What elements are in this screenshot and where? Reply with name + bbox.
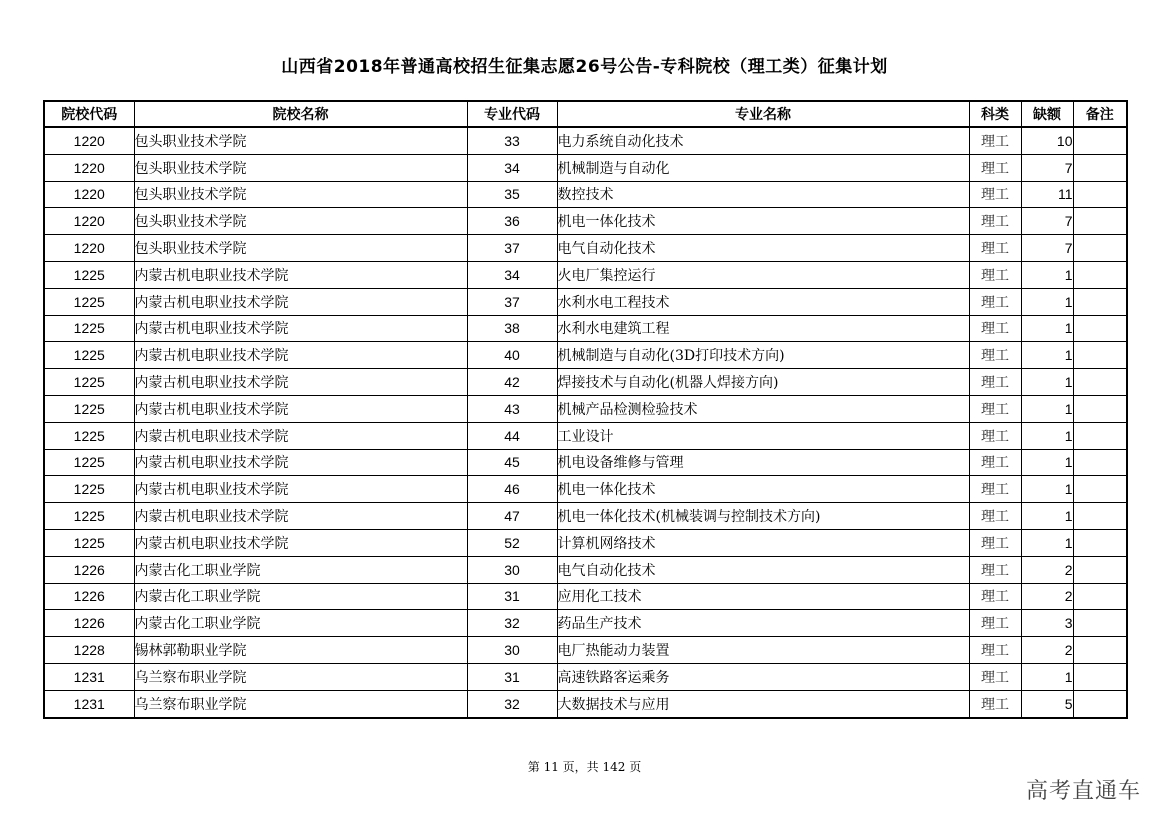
- cell-quota: 7: [1021, 208, 1073, 235]
- cell-note: [1073, 315, 1127, 342]
- cell-note: [1073, 261, 1127, 288]
- cell-note: [1073, 610, 1127, 637]
- cell-school-code: 1225: [44, 422, 134, 449]
- cell-school-code: 1225: [44, 315, 134, 342]
- cell-major-code: 32: [467, 690, 557, 717]
- cell-school-name: 包头职业技术学院: [134, 181, 467, 208]
- cell-school-code: 1228: [44, 637, 134, 664]
- cell-school-name: 包头职业技术学院: [134, 127, 467, 154]
- cell-category: 理工: [969, 503, 1021, 530]
- cell-school-name: 内蒙古机电职业技术学院: [134, 342, 467, 369]
- cell-major-name: 电力系统自动化技术: [557, 127, 969, 154]
- cell-major-code: 45: [467, 449, 557, 476]
- cell-note: [1073, 154, 1127, 181]
- cell-major-name: 机械制造与自动化(3D打印技术方向): [557, 342, 969, 369]
- cell-quota: 1: [1021, 476, 1073, 503]
- table-row: [44, 181, 1127, 208]
- table-row: [44, 154, 1127, 181]
- cell-category: 理工: [969, 208, 1021, 235]
- cell-major-code: 36: [467, 208, 557, 235]
- cell-school-code: 1225: [44, 449, 134, 476]
- cell-category: 理工: [969, 369, 1021, 396]
- table-row: [44, 422, 1127, 449]
- table-row: [44, 529, 1127, 556]
- cell-note: [1073, 208, 1127, 235]
- cell-major-code: 40: [467, 342, 557, 369]
- cell-note: [1073, 503, 1127, 530]
- cell-quota: 1: [1021, 529, 1073, 556]
- cell-note: [1073, 288, 1127, 315]
- cell-school-code: 1220: [44, 154, 134, 181]
- cell-school-name: 乌兰察布职业学院: [134, 663, 467, 690]
- cell-category: 理工: [969, 583, 1021, 610]
- cell-quota: 1: [1021, 663, 1073, 690]
- cell-major-code: 46: [467, 476, 557, 503]
- cell-quota: 3: [1021, 610, 1073, 637]
- cell-school-code: 1220: [44, 127, 134, 154]
- table-row: [44, 449, 1127, 476]
- cell-school-name: 内蒙古机电职业技术学院: [134, 288, 467, 315]
- table-row: [44, 369, 1127, 396]
- cell-category: 理工: [969, 181, 1021, 208]
- cell-category: 理工: [969, 261, 1021, 288]
- header-major-name: 专业名称: [557, 101, 969, 127]
- cell-note: [1073, 127, 1127, 154]
- cell-major-name: 电气自动化技术: [557, 235, 969, 262]
- watermark: 高考直通车: [1025, 779, 1141, 804]
- header-school-name: 院校名称: [134, 101, 467, 127]
- table-body: [44, 127, 1127, 718]
- cell-quota: 2: [1021, 556, 1073, 583]
- cell-category: 理工: [969, 395, 1021, 422]
- cell-quota: 10: [1021, 127, 1073, 154]
- cell-major-code: 30: [467, 637, 557, 664]
- cell-school-name: 包头职业技术学院: [134, 154, 467, 181]
- cell-note: [1073, 342, 1127, 369]
- cell-note: [1073, 369, 1127, 396]
- cell-school-code: 1225: [44, 261, 134, 288]
- cell-major-name: 机电一体化技术: [557, 208, 969, 235]
- table-row: [44, 476, 1127, 503]
- cell-school-code: 1231: [44, 663, 134, 690]
- cell-major-name: 机电一体化技术(机械装调与控制技术方向): [557, 503, 969, 530]
- table-row: [44, 288, 1127, 315]
- cell-school-code: 1225: [44, 476, 134, 503]
- cell-note: [1073, 449, 1127, 476]
- cell-major-name: 机械制造与自动化: [557, 154, 969, 181]
- cell-major-code: 44: [467, 422, 557, 449]
- table-row: [44, 208, 1127, 235]
- cell-major-code: 38: [467, 315, 557, 342]
- cell-major-code: 34: [467, 261, 557, 288]
- cell-quota: 5: [1021, 690, 1073, 717]
- cell-school-name: 内蒙古机电职业技术学院: [134, 395, 467, 422]
- cell-quota: 2: [1021, 583, 1073, 610]
- table-row: [44, 127, 1127, 154]
- cell-quota: 1: [1021, 315, 1073, 342]
- cell-major-code: 34: [467, 154, 557, 181]
- header-quota: 缺额: [1021, 101, 1073, 127]
- cell-note: [1073, 637, 1127, 664]
- cell-category: 理工: [969, 315, 1021, 342]
- cell-school-name: 内蒙古机电职业技术学院: [134, 529, 467, 556]
- header-school-code: 院校代码: [44, 101, 134, 127]
- header-note: 备注: [1073, 101, 1127, 127]
- cell-major-code: 52: [467, 529, 557, 556]
- table-row: [44, 610, 1127, 637]
- cell-major-code: 35: [467, 181, 557, 208]
- cell-school-code: 1225: [44, 342, 134, 369]
- cell-category: 理工: [969, 235, 1021, 262]
- cell-school-name: 内蒙古机电职业技术学院: [134, 503, 467, 530]
- cell-major-name: 火电厂集控运行: [557, 261, 969, 288]
- page-title: 山西省2018年普通高校招生征集志愿26号公告-专科院校（理工类）征集计划: [281, 57, 888, 77]
- cell-category: 理工: [969, 449, 1021, 476]
- table-row: [44, 663, 1127, 690]
- cell-category: 理工: [969, 127, 1021, 154]
- cell-category: 理工: [969, 637, 1021, 664]
- table-row: [44, 235, 1127, 262]
- cell-major-code: 43: [467, 395, 557, 422]
- cell-quota: 1: [1021, 369, 1073, 396]
- cell-category: 理工: [969, 529, 1021, 556]
- cell-school-code: 1220: [44, 181, 134, 208]
- cell-school-code: 1226: [44, 610, 134, 637]
- cell-major-code: 31: [467, 663, 557, 690]
- cell-school-code: 1226: [44, 556, 134, 583]
- table-row: [44, 556, 1127, 583]
- cell-major-name: 机械产品检测检验技术: [557, 395, 969, 422]
- cell-major-code: 30: [467, 556, 557, 583]
- cell-quota: 1: [1021, 288, 1073, 315]
- table-row: [44, 503, 1127, 530]
- cell-category: 理工: [969, 663, 1021, 690]
- cell-major-code: 37: [467, 235, 557, 262]
- cell-major-code: 47: [467, 503, 557, 530]
- cell-major-code: 42: [467, 369, 557, 396]
- cell-school-name: 内蒙古化工职业学院: [134, 610, 467, 637]
- table-row: [44, 583, 1127, 610]
- table-row: [44, 261, 1127, 288]
- cell-school-name: 内蒙古机电职业技术学院: [134, 476, 467, 503]
- cell-major-name: 电气自动化技术: [557, 556, 969, 583]
- cell-category: 理工: [969, 154, 1021, 181]
- cell-major-name: 焊接技术与自动化(机器人焊接方向): [557, 369, 969, 396]
- cell-major-name: 应用化工技术: [557, 583, 969, 610]
- cell-quota: 1: [1021, 395, 1073, 422]
- cell-note: [1073, 690, 1127, 717]
- table-row: [44, 315, 1127, 342]
- cell-quota: 2: [1021, 637, 1073, 664]
- cell-major-name: 机电一体化技术: [557, 476, 969, 503]
- table-row: [44, 342, 1127, 369]
- cell-major-code: 31: [467, 583, 557, 610]
- cell-major-name: 大数据技术与应用: [557, 690, 969, 717]
- cell-major-code: 33: [467, 127, 557, 154]
- table-row: [44, 637, 1127, 664]
- cell-category: 理工: [969, 342, 1021, 369]
- cell-category: 理工: [969, 288, 1021, 315]
- cell-quota: 7: [1021, 235, 1073, 262]
- cell-category: 理工: [969, 610, 1021, 637]
- header-category: 科类: [969, 101, 1021, 127]
- cell-school-code: 1225: [44, 503, 134, 530]
- cell-major-name: 药品生产技术: [557, 610, 969, 637]
- table-row: [44, 395, 1127, 422]
- cell-school-code: 1220: [44, 208, 134, 235]
- cell-major-name: 电厂热能动力装置: [557, 637, 969, 664]
- cell-school-name: 包头职业技术学院: [134, 208, 467, 235]
- cell-major-name: 机电设备维修与管理: [557, 449, 969, 476]
- cell-school-code: 1220: [44, 235, 134, 262]
- cell-school-name: 乌兰察布职业学院: [134, 690, 467, 717]
- cell-category: 理工: [969, 476, 1021, 503]
- cell-category: 理工: [969, 556, 1021, 583]
- cell-school-name: 内蒙古化工职业学院: [134, 556, 467, 583]
- cell-quota: 1: [1021, 449, 1073, 476]
- cell-school-code: 1225: [44, 288, 134, 315]
- table-row: [44, 690, 1127, 717]
- cell-school-name: 包头职业技术学院: [134, 235, 467, 262]
- cell-note: [1073, 422, 1127, 449]
- enrollment-plan-table: [43, 100, 1128, 719]
- cell-quota: 1: [1021, 261, 1073, 288]
- cell-quota: 1: [1021, 422, 1073, 449]
- cell-major-code: 37: [467, 288, 557, 315]
- cell-major-name: 计算机网络技术: [557, 529, 969, 556]
- cell-school-name: 锡林郭勒职业学院: [134, 637, 467, 664]
- cell-major-name: 水利水电工程技术: [557, 288, 969, 315]
- cell-quota: 11: [1021, 181, 1073, 208]
- cell-school-name: 内蒙古化工职业学院: [134, 583, 467, 610]
- cell-category: 理工: [969, 690, 1021, 717]
- header-major-code: 专业代码: [467, 101, 557, 127]
- cell-school-name: 内蒙古机电职业技术学院: [134, 449, 467, 476]
- cell-school-name: 内蒙古机电职业技术学院: [134, 315, 467, 342]
- cell-note: [1073, 476, 1127, 503]
- cell-school-name: 内蒙古机电职业技术学院: [134, 261, 467, 288]
- page-footer: 第 11 页，共 142 页: [527, 760, 642, 774]
- cell-note: [1073, 583, 1127, 610]
- cell-note: [1073, 556, 1127, 583]
- cell-major-name: 高速铁路客运乘务: [557, 663, 969, 690]
- cell-major-name: 水利水电建筑工程: [557, 315, 969, 342]
- cell-school-code: 1225: [44, 369, 134, 396]
- cell-note: [1073, 181, 1127, 208]
- cell-quota: 7: [1021, 154, 1073, 181]
- cell-school-name: 内蒙古机电职业技术学院: [134, 369, 467, 396]
- table-header-row: [44, 101, 1127, 127]
- cell-major-code: 32: [467, 610, 557, 637]
- cell-school-code: 1225: [44, 529, 134, 556]
- cell-note: [1073, 395, 1127, 422]
- cell-quota: 1: [1021, 342, 1073, 369]
- cell-note: [1073, 663, 1127, 690]
- cell-note: [1073, 529, 1127, 556]
- cell-school-code: 1226: [44, 583, 134, 610]
- cell-school-code: 1225: [44, 395, 134, 422]
- cell-category: 理工: [969, 422, 1021, 449]
- cell-quota: 1: [1021, 503, 1073, 530]
- cell-school-code: 1231: [44, 690, 134, 717]
- cell-major-name: 数控技术: [557, 181, 969, 208]
- cell-major-name: 工业设计: [557, 422, 969, 449]
- cell-note: [1073, 235, 1127, 262]
- cell-school-name: 内蒙古机电职业技术学院: [134, 422, 467, 449]
